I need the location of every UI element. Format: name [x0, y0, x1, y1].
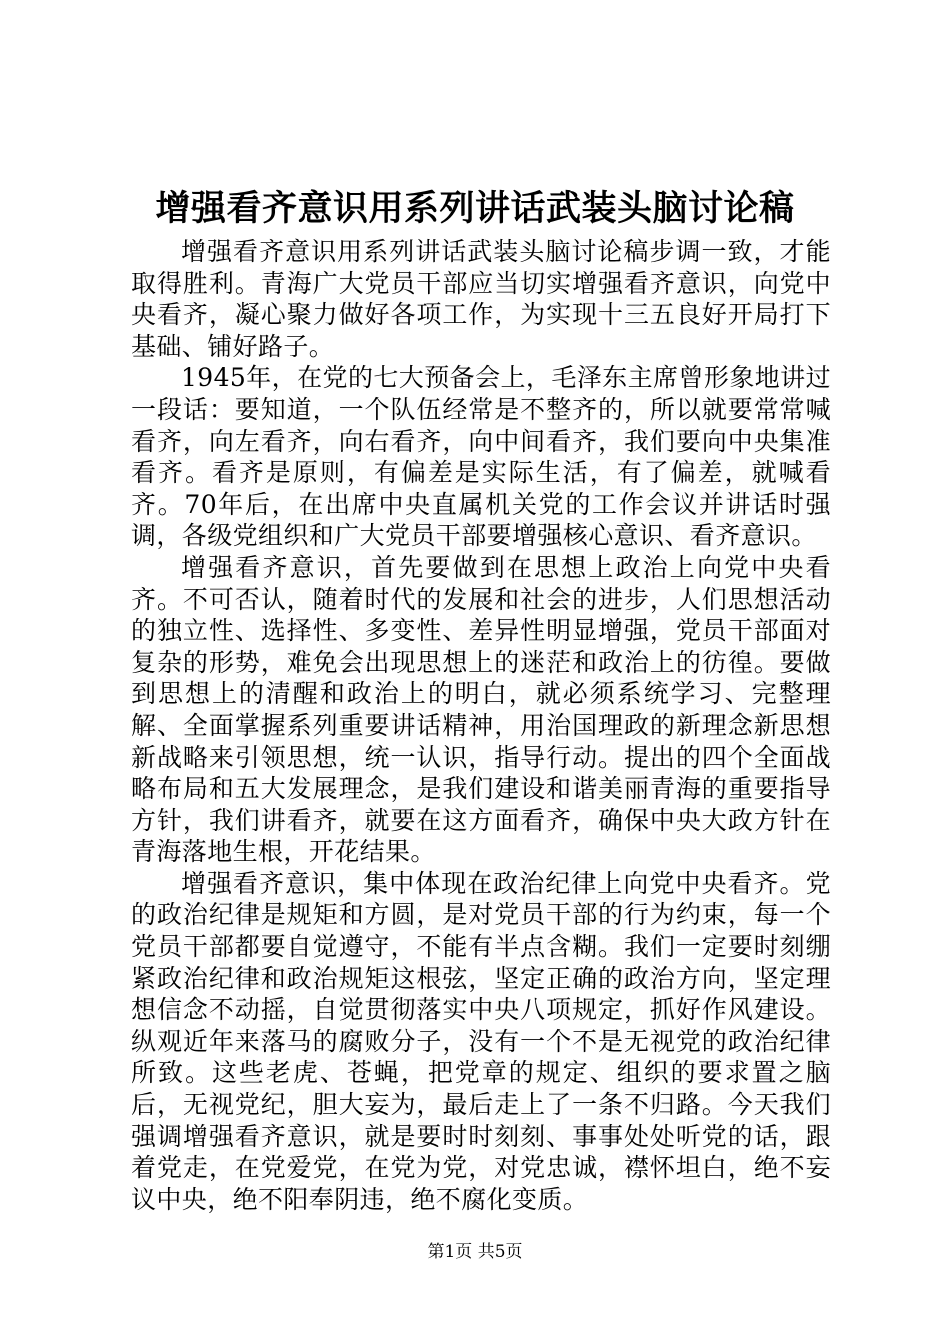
paragraph-3: 增强看齐意识，首先要做到在思想上政治上向党中央看齐。不可否认，随着时代的发展和社会的进步，人们思想活动的独立性、选择性、多变性、差异性明显增强，党员干部面对复杂的形势，难免会出现思想上的迷茫和政治上的彷徨。要做到思想上的清醒和政治上的明白，就必须系统学习、完整理解、全面掌握系列重要讲话精神，用治国理政的新理念新思想新战略来引领思想，统一认识，指导行动。提出的四个全面战略布局和五大发展理念，是我们建设和谐美丽青海的重要指导方针，我们讲看齐，就要在这方面看齐，确保中央大政方针在青海落地生根，开花结果。 [131, 552, 831, 867]
paragraph-1: 增强看齐意识用系列讲话武装头脑讨论稿步调一致，才能取得胜利。青海广大党员干部应当切实增强看齐意识，向党中央看齐，凝心聚力做好各项工作，为实现十三五良好开局打下基础、铺好路子。 [131, 237, 831, 361]
document-body [131, 236, 831, 1215]
paragraph-2: 1945年，在党的七大预备会上，毛泽东主席曾形象地讲过一段话：要知道，一个队伍经常是不整齐的，所以就要常常喊看齐，向左看齐，向右看齐，向中间看齐，我们要向中央集准看齐。看齐是原则，有偏差是实际生活，有了偏差，就喊看齐。70年后，在出席中央直属机关党的工作会议并讲话时强调，各级党组织和广大党员干部要增强核心意识、看齐意识。 [131, 363, 831, 551]
document-title: 增强看齐意识用系列讲话武装头脑讨论稿 [155, 188, 795, 229]
paragraph-4: 增强看齐意识，集中体现在政治纪律上向党中央看齐。党的政治纪律是规矩和方圆，是对党员干部的行为约束，每一个党员干部都要自觉遵守，不能有半点含糊。我们一定要时刻绷紧政治纪律和政治规矩这根弦，坚定正确的政治方向，坚定理想信念不动摇，自觉贯彻落实中央八项规定，抓好作风建设。纵观近年来落马的腐败分子，没有一个不是无视党的政治纪律所致。这些老虎、苍蝇，把党章的规定、组织的要求置之脑后，无视党纪，胆大妄为，最后走上了一条不归路。今天我们强调增强看齐意识，就是要时时刻刻、事事处处听党的话，跟着党走，在党爱党，在党为党，对党忠诚，襟怀坦白，绝不妄议中央，绝不阳奉阴违，绝不腐化变质。 [131, 868, 831, 1214]
page-number-footer: 第1页 共5页 [427, 1242, 523, 1262]
